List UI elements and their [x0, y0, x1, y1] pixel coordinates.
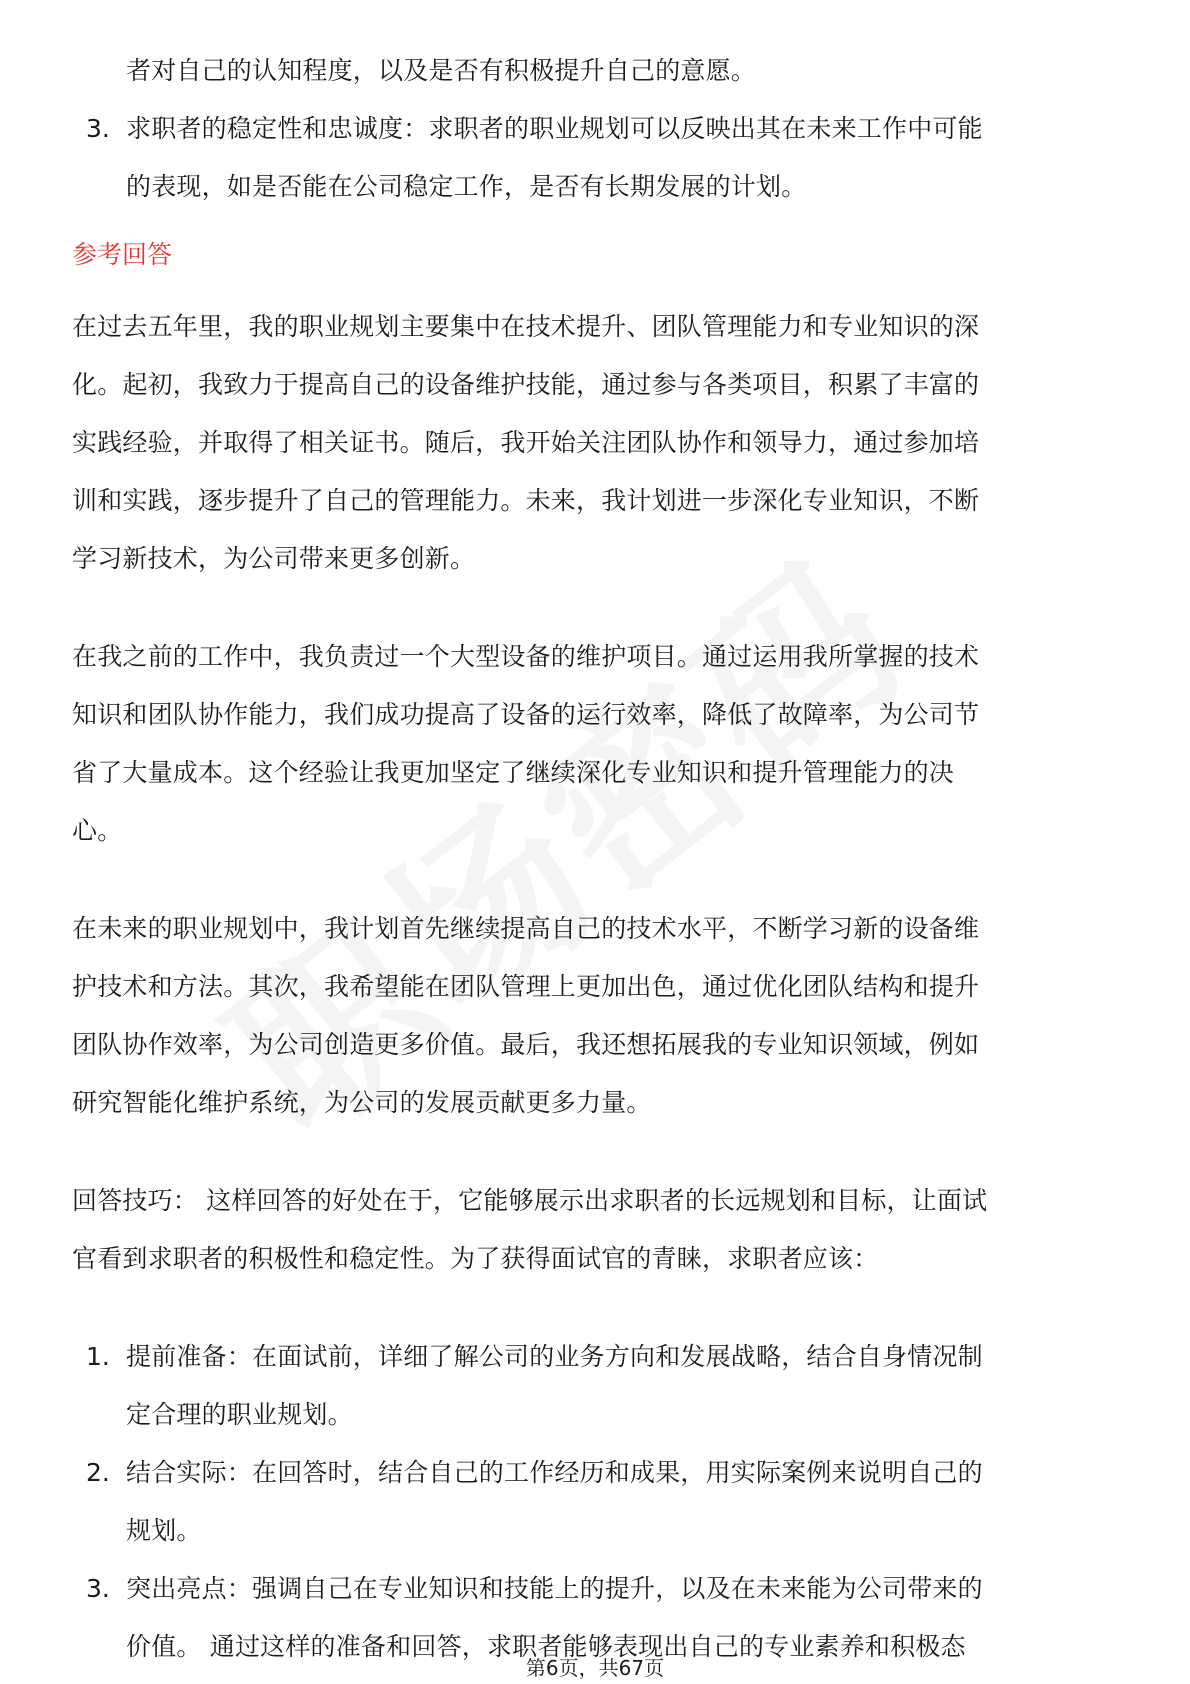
paragraph-1	[72, 298, 1122, 588]
paragraph-line: 省了大量成本。这个经验让我更加坚定了继续深化专业知识和提升管理能力的决	[72, 758, 955, 787]
top-list	[72, 100, 1122, 216]
list-item	[72, 100, 1122, 216]
paragraph-line: 训和实践，逐步提升了自己的管理能力。未来，我计划进一步深化专业知识，不断	[72, 486, 980, 515]
paragraph-2	[72, 628, 1122, 860]
list-line: 提前准备：在面试前，详细了解公司的业务方向和发展战略，结合自身情况制	[126, 1342, 983, 1371]
list-item	[72, 1444, 1122, 1560]
list-line: 规划。	[126, 1516, 202, 1545]
list-number: 3.	[86, 114, 110, 143]
section-title: 参考回答	[72, 240, 173, 269]
paragraph-line: 研究智能化维护系统，为公司的发展贡献更多力量。	[72, 1088, 652, 1117]
paragraph-line: 学习新技术，为公司带来更多创新。	[72, 544, 476, 573]
paragraph-line: 心。	[72, 816, 123, 845]
list-line: 定合理的职业规划。	[126, 1400, 353, 1429]
paragraph-4	[72, 1172, 1122, 1288]
paragraph-line: 在我之前的工作中，我负责过一个大型设备的维护项目。通过运用我所掌握的技术	[72, 642, 980, 671]
list-number: 1.	[86, 1342, 110, 1371]
list-number: 3.	[86, 1574, 110, 1603]
tips-list	[72, 1328, 1122, 1676]
paragraph-line: 护技术和方法。其次，我希望能在团队管理上更加出色，通过优化团队结构和提升	[72, 972, 980, 1001]
paragraph-3	[72, 900, 1122, 1132]
paragraph-line: 化。起初，我致力于提高自己的设备维护技能，通过参与各类项目，积累了丰富的	[72, 370, 980, 399]
list-line: 求职者的稳定性和忠诚度：求职者的职业规划可以反映出其在未来工作中可能	[126, 114, 983, 143]
continuation-line: 者对自己的认知程度，以及是否有积极提升自己的意愿。	[126, 56, 757, 85]
list-line: 突出亮点：强调自己在专业知识和技能上的提升，以及在未来能为公司带来的	[126, 1574, 983, 1603]
paragraph-line: 实践经验，并取得了相关证书。随后，我开始关注团队协作和领导力，通过参加培	[72, 428, 980, 457]
page-footer: 第6页，共67页	[525, 1656, 665, 1680]
list-line: 价值。 通过这样的准备和回答，求职者能够表现出自己的专业素养和积极态	[126, 1632, 966, 1661]
paragraph-line: 知识和团队协作能力，我们成功提高了设备的运行效率，降低了故障率，为公司节	[72, 700, 980, 729]
list-item	[72, 1328, 1122, 1444]
paragraph-line: 在未来的职业规划中，我计划首先继续提高自己的技术水平，不断学习新的设备维	[72, 914, 980, 943]
paragraph-line: 团队协作效率，为公司创造更多价值。最后，我还想拓展我的专业知识领域，例如	[72, 1030, 980, 1059]
list-line: 的表现，如是否能在公司稳定工作，是否有长期发展的计划。	[126, 172, 807, 201]
paragraph-line: 在过去五年里，我的职业规划主要集中在技术提升、团队管理能力和专业知识的深	[72, 312, 980, 341]
list-number: 2.	[86, 1458, 110, 1487]
list-line: 结合实际：在回答时，结合自己的工作经历和成果，用实际案例来说明自己的	[126, 1458, 983, 1487]
list-item-continuation	[72, 42, 1122, 100]
document-page	[72, 0, 1122, 1676]
paragraph-line: 回答技巧： 这样回答的好处在于，它能够展示出求职者的长远规划和目标，让面试	[72, 1186, 988, 1215]
paragraph-line: 官看到求职者的积极性和稳定性。为了获得面试官的青睐，求职者应该：	[72, 1244, 879, 1273]
